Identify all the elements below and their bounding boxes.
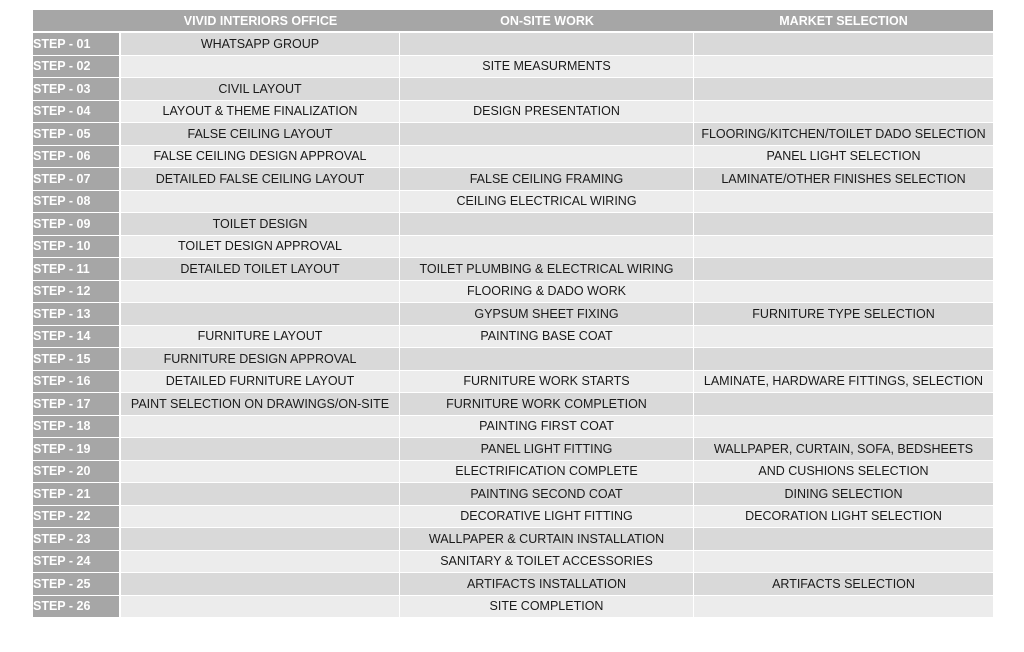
office-cell: FALSE CEILING DESIGN APPROVAL xyxy=(121,146,400,169)
table-row xyxy=(33,281,993,304)
step-label: STEP - 21 xyxy=(33,483,121,506)
onsite-cell: DESIGN PRESENTATION xyxy=(400,101,694,124)
step-label: STEP - 19 xyxy=(33,438,121,461)
market-cell xyxy=(694,281,993,304)
step-label: STEP - 16 xyxy=(33,371,121,394)
market-cell xyxy=(694,528,993,551)
office-cell xyxy=(121,483,400,506)
step-label: STEP - 22 xyxy=(33,506,121,529)
step-label: STEP - 03 xyxy=(33,78,121,101)
table-row xyxy=(33,146,993,169)
table-row xyxy=(33,78,993,101)
table-row xyxy=(33,416,993,439)
office-cell xyxy=(121,416,400,439)
table-row xyxy=(33,101,993,124)
office-cell: TOILET DESIGN APPROVAL xyxy=(121,236,400,259)
market-cell xyxy=(694,101,993,124)
market-cell xyxy=(694,56,993,79)
onsite-cell: FURNITURE WORK STARTS xyxy=(400,371,694,394)
process-steps-table xyxy=(33,10,993,618)
office-cell: FALSE CEILING LAYOUT xyxy=(121,123,400,146)
onsite-cell: DECORATIVE LIGHT FITTING xyxy=(400,506,694,529)
table-row xyxy=(33,573,993,596)
header-market: MARKET SELECTION xyxy=(694,10,993,33)
header-onsite: ON-SITE WORK xyxy=(400,10,694,33)
table-row xyxy=(33,348,993,371)
onsite-cell: TOILET PLUMBING & ELECTRICAL WIRING xyxy=(400,258,694,281)
step-label: STEP - 23 xyxy=(33,528,121,551)
office-cell xyxy=(121,528,400,551)
office-cell: DETAILED FURNITURE LAYOUT xyxy=(121,371,400,394)
table-row xyxy=(33,258,993,281)
table-row xyxy=(33,506,993,529)
step-label: STEP - 13 xyxy=(33,303,121,326)
market-cell xyxy=(694,416,993,439)
office-cell: FURNITURE DESIGN APPROVAL xyxy=(121,348,400,371)
table-row xyxy=(33,551,993,574)
table-row xyxy=(33,191,993,214)
office-cell xyxy=(121,506,400,529)
office-cell: LAYOUT & THEME FINALIZATION xyxy=(121,101,400,124)
table-row xyxy=(33,303,993,326)
onsite-cell xyxy=(400,236,694,259)
onsite-cell xyxy=(400,213,694,236)
market-cell: LAMINATE, HARDWARE FITTINGS, SELECTION xyxy=(694,371,993,394)
step-label: STEP - 12 xyxy=(33,281,121,304)
office-cell xyxy=(121,461,400,484)
table-row xyxy=(33,528,993,551)
step-label: STEP - 09 xyxy=(33,213,121,236)
market-cell: WALLPAPER, CURTAIN, SOFA, BEDSHEETS xyxy=(694,438,993,461)
step-label: STEP - 15 xyxy=(33,348,121,371)
step-label: STEP - 05 xyxy=(33,123,121,146)
onsite-cell xyxy=(400,146,694,169)
onsite-cell: ELECTRIFICATION COMPLETE xyxy=(400,461,694,484)
market-cell: ARTIFACTS SELECTION xyxy=(694,573,993,596)
step-label: STEP - 01 xyxy=(33,33,121,56)
market-cell: DECORATION LIGHT SELECTION xyxy=(694,506,993,529)
step-label: STEP - 25 xyxy=(33,573,121,596)
table-row xyxy=(33,461,993,484)
office-cell: DETAILED TOILET LAYOUT xyxy=(121,258,400,281)
market-cell xyxy=(694,393,993,416)
office-cell: TOILET DESIGN xyxy=(121,213,400,236)
header-office: VIVID INTERIORS OFFICE xyxy=(121,10,400,33)
table-row xyxy=(33,596,993,619)
table-row xyxy=(33,56,993,79)
market-cell: FURNITURE TYPE SELECTION xyxy=(694,303,993,326)
step-label: STEP - 10 xyxy=(33,236,121,259)
step-label: STEP - 06 xyxy=(33,146,121,169)
onsite-cell xyxy=(400,123,694,146)
step-label: STEP - 11 xyxy=(33,258,121,281)
onsite-cell: SANITARY & TOILET ACCESSORIES xyxy=(400,551,694,574)
onsite-cell: SITE MEASURMENTS xyxy=(400,56,694,79)
office-cell: WHATSAPP GROUP xyxy=(121,33,400,56)
table-row xyxy=(33,371,993,394)
onsite-cell: FLOORING & DADO WORK xyxy=(400,281,694,304)
market-cell xyxy=(694,348,993,371)
market-cell xyxy=(694,78,993,101)
table-row xyxy=(33,123,993,146)
onsite-cell: PAINTING BASE COAT xyxy=(400,326,694,349)
office-cell xyxy=(121,56,400,79)
office-cell xyxy=(121,573,400,596)
step-label: STEP - 18 xyxy=(33,416,121,439)
office-cell xyxy=(121,303,400,326)
onsite-cell: WALLPAPER & CURTAIN INSTALLATION xyxy=(400,528,694,551)
onsite-cell: FALSE CEILING FRAMING xyxy=(400,168,694,191)
market-cell xyxy=(694,551,993,574)
office-cell: DETAILED FALSE CEILING LAYOUT xyxy=(121,168,400,191)
onsite-cell: PAINTING FIRST COAT xyxy=(400,416,694,439)
market-cell xyxy=(694,258,993,281)
market-cell xyxy=(694,326,993,349)
step-label: STEP - 07 xyxy=(33,168,121,191)
onsite-cell: CEILING ELECTRICAL WIRING xyxy=(400,191,694,214)
step-label: STEP - 26 xyxy=(33,596,121,619)
onsite-cell xyxy=(400,33,694,56)
onsite-cell: GYPSUM SHEET FIXING xyxy=(400,303,694,326)
table-body xyxy=(33,33,993,618)
market-cell: AND CUSHIONS SELECTION xyxy=(694,461,993,484)
table-row xyxy=(33,393,993,416)
table-row xyxy=(33,33,993,56)
office-cell: PAINT SELECTION ON DRAWINGS/ON-SITE xyxy=(121,393,400,416)
step-label: STEP - 20 xyxy=(33,461,121,484)
table-row xyxy=(33,483,993,506)
header-step xyxy=(33,10,121,33)
office-cell: FURNITURE LAYOUT xyxy=(121,326,400,349)
onsite-cell: FURNITURE WORK COMPLETION xyxy=(400,393,694,416)
onsite-cell xyxy=(400,348,694,371)
step-label: STEP - 14 xyxy=(33,326,121,349)
table-row xyxy=(33,213,993,236)
table-row xyxy=(33,236,993,259)
step-label: STEP - 24 xyxy=(33,551,121,574)
office-cell xyxy=(121,191,400,214)
onsite-cell: ARTIFACTS INSTALLATION xyxy=(400,573,694,596)
onsite-cell: PAINTING SECOND COAT xyxy=(400,483,694,506)
step-label: STEP - 04 xyxy=(33,101,121,124)
office-cell xyxy=(121,281,400,304)
table-row xyxy=(33,438,993,461)
onsite-cell: PANEL LIGHT FITTING xyxy=(400,438,694,461)
office-cell: CIVIL LAYOUT xyxy=(121,78,400,101)
market-cell xyxy=(694,596,993,619)
market-cell: DINING SELECTION xyxy=(694,483,993,506)
office-cell xyxy=(121,596,400,619)
market-cell: FLOORING/KITCHEN/TOILET DADO SELECTION xyxy=(694,123,993,146)
onsite-cell: SITE COMPLETION xyxy=(400,596,694,619)
market-cell xyxy=(694,33,993,56)
step-label: STEP - 02 xyxy=(33,56,121,79)
office-cell xyxy=(121,438,400,461)
onsite-cell xyxy=(400,78,694,101)
table-row xyxy=(33,326,993,349)
step-label: STEP - 17 xyxy=(33,393,121,416)
market-cell xyxy=(694,191,993,214)
market-cell xyxy=(694,236,993,259)
market-cell: LAMINATE/OTHER FINISHES SELECTION xyxy=(694,168,993,191)
header-row xyxy=(33,10,993,33)
market-cell: PANEL LIGHT SELECTION xyxy=(694,146,993,169)
table-row xyxy=(33,168,993,191)
office-cell xyxy=(121,551,400,574)
market-cell xyxy=(694,213,993,236)
step-label: STEP - 08 xyxy=(33,191,121,214)
